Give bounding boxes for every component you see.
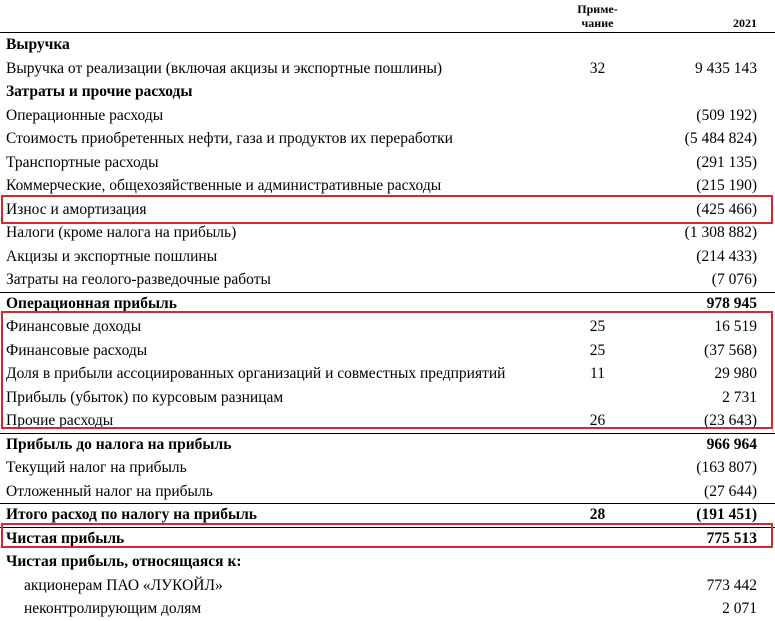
row-value: (5 484 824)	[684, 130, 757, 147]
table-row	[0, 527, 775, 551]
table-row	[0, 386, 775, 410]
row-note: 28	[589, 506, 606, 523]
row-label: Финансовые расходы	[6, 341, 148, 359]
income-statement-table	[0, 33, 775, 621]
row-value: (214 433)	[696, 247, 757, 265]
row-value: 978 945	[706, 294, 757, 312]
table-row	[0, 292, 775, 316]
year-column-header: 2021	[733, 16, 757, 30]
row-label: Чистая прибыль, относящаяся к:	[6, 553, 242, 570]
row-label: Прочие расходы	[6, 412, 114, 429]
row-label: Затраты и прочие расходы	[6, 83, 193, 100]
row-label: Операционная прибыль	[6, 294, 177, 312]
table-row	[0, 245, 775, 269]
row-value: (215 190)	[696, 177, 757, 194]
row-value: (291 135)	[696, 153, 757, 171]
table-row	[0, 409, 775, 433]
table-row	[0, 362, 775, 386]
table-row	[0, 33, 775, 57]
row-value: (27 644)	[704, 482, 757, 500]
row-value: 16 519	[714, 318, 757, 335]
row-value: (1 308 882)	[684, 224, 757, 241]
row-value: 2 731	[722, 388, 757, 406]
row-label: Текущий налог на прибыль	[6, 459, 187, 476]
table-row	[0, 80, 775, 104]
row-label: Налоги (кроме налога на прибыль)	[6, 224, 237, 241]
table-row	[0, 597, 775, 621]
note-column-header: Приме- чание	[577, 2, 618, 30]
table-row	[0, 315, 775, 339]
row-value: 775 513	[706, 529, 757, 547]
row-note: 32	[589, 59, 606, 77]
row-label: Акцизы и экспортные пошлины	[6, 247, 218, 265]
row-label: Итого расход по налогу на прибыль	[6, 506, 257, 523]
table-row	[0, 198, 775, 222]
row-label: Износ и амортизация	[6, 200, 147, 218]
row-note: 25	[589, 318, 606, 335]
row-label: Транспортные расходы	[6, 153, 159, 171]
row-value: 773 442	[706, 576, 757, 594]
table-row	[0, 503, 775, 527]
table-row	[0, 550, 775, 574]
table-row	[0, 480, 775, 504]
row-note: 26	[589, 412, 606, 429]
table-row	[0, 174, 775, 198]
table-row	[0, 456, 775, 480]
row-label: Выручка от реализации (включая акцизы и экспортные пошлины)	[6, 59, 443, 77]
row-note: 11	[590, 365, 605, 382]
row-value: (7 076)	[711, 271, 757, 288]
row-value: 2 071	[722, 600, 757, 617]
row-value: (509 192)	[696, 106, 757, 124]
row-value: (163 807)	[696, 459, 757, 476]
row-label: Финансовые доходы	[6, 318, 142, 335]
row-label: Доля в прибыли ассоциированных организаций и совместных предприятий	[6, 365, 506, 382]
row-label: неконтролирующим долям	[24, 600, 202, 617]
table-row	[0, 268, 775, 292]
row-label: Операционные расходы	[6, 106, 164, 124]
row-label: Затраты на геолого-разведочные работы	[6, 271, 271, 288]
row-value: 29 980	[714, 365, 757, 382]
table-row	[0, 151, 775, 175]
row-label: Выручка	[6, 36, 70, 53]
table-row	[0, 433, 775, 457]
row-value: (425 466)	[696, 200, 757, 218]
row-value: 9 435 143	[695, 59, 757, 77]
row-label: Прибыль до налога на прибыль	[6, 435, 232, 453]
row-value: (191 451)	[696, 506, 757, 523]
row-label: Стоимость приобретенных нефти, газа и продуктов их переработки	[6, 130, 453, 147]
table-row	[0, 339, 775, 363]
table-header	[0, 0, 775, 34]
table-row	[0, 574, 775, 598]
row-label: Чистая прибыль	[6, 529, 125, 547]
table-row	[0, 127, 775, 151]
table-row	[0, 57, 775, 81]
row-label: акционерам ПАО «ЛУКОЙЛ»	[24, 576, 223, 594]
row-label: Коммерческие, общехозяйственные и административные расходы	[6, 177, 442, 194]
row-label: Отложенный налог на прибыль	[6, 482, 213, 500]
row-value: 966 964	[706, 435, 757, 453]
row-value: (37 568)	[704, 341, 757, 359]
table-row	[0, 221, 775, 245]
table-row	[0, 104, 775, 128]
row-label: Прибыль (убыток) по курсовым разницам	[6, 388, 284, 406]
row-value: (23 643)	[704, 412, 757, 429]
row-note: 25	[589, 341, 606, 359]
